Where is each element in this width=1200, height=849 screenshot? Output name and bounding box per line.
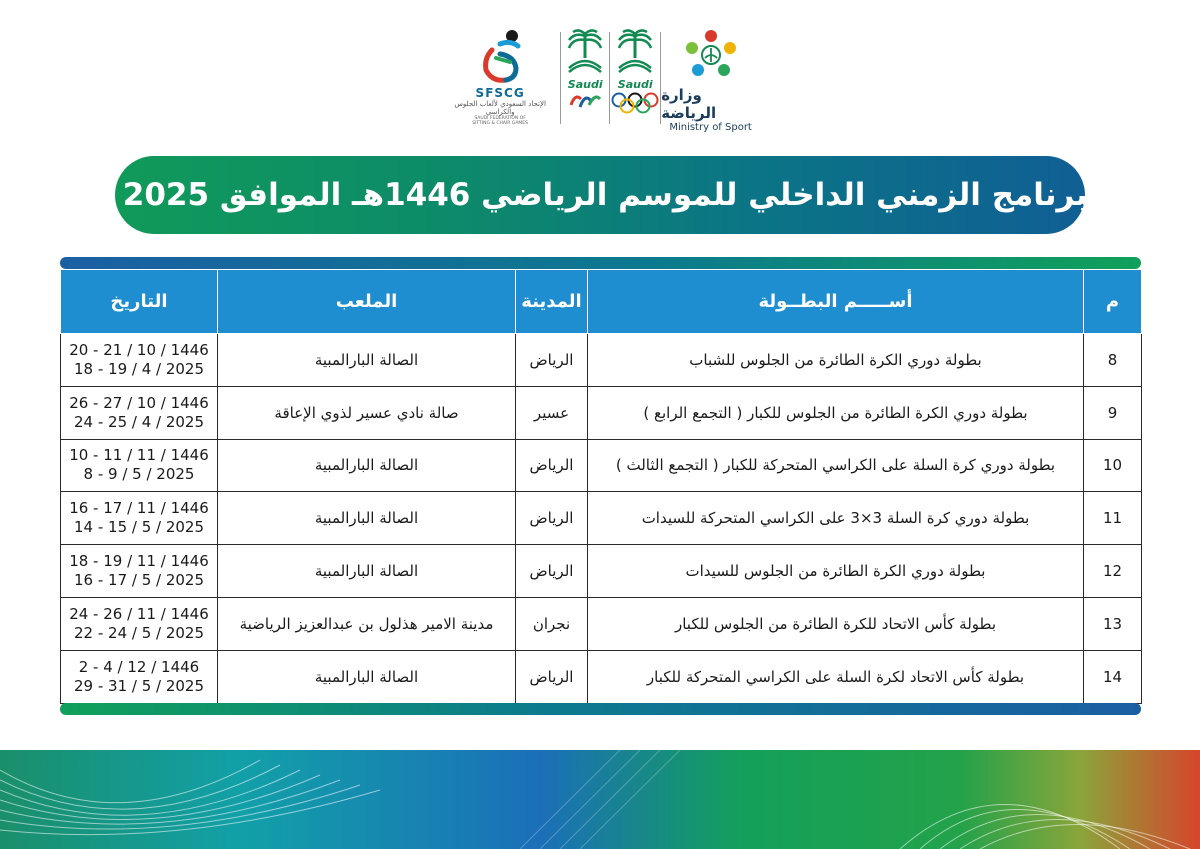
date-gregorian: 16 - 17 / 5 / 2025 (73, 571, 205, 590)
palm-swords-icon (561, 28, 609, 76)
row-tournament: بطولة دوري كرة السلة على الكراسي المتحركة للكبار ( التجمع الثالث ) (588, 439, 1084, 492)
date-hijri: 26 - 27 / 10 / 1446 (69, 393, 209, 412)
ministry-arabic-name: وزارة الرياضة (661, 86, 717, 122)
row-city: الرياض (516, 545, 588, 598)
table-header-row (61, 270, 1142, 334)
wheelchair-athlete-icon (470, 28, 530, 84)
decorative-footer-art (0, 750, 1200, 849)
table-bottom-bar (60, 703, 1141, 715)
row-num: 9 (1084, 386, 1142, 439)
row-tournament: بطولة كأس الاتحاد للكرة الطائرة من الجلوس للكبار (588, 597, 1084, 650)
table-top-bar (60, 257, 1141, 269)
row-date (61, 386, 218, 439)
row-venue: الصالة البارالمبية (218, 650, 516, 703)
title-banner (89, 156, 1111, 234)
ministry-english-name: Ministry of Sport (669, 122, 752, 133)
row-date (61, 334, 218, 387)
header-venue: الملعب (218, 270, 516, 334)
row-tournament: بطولة كأس الاتحاد لكرة السلة على الكراسي المتحركة للكبار (588, 650, 1084, 703)
ministry-flower-icon (680, 28, 742, 84)
saudi-wordmark: Saudi (567, 78, 603, 91)
agitos-icon (567, 91, 603, 111)
row-city: الرياض (516, 439, 588, 492)
date-gregorian: 24 - 25 / 4 / 2025 (73, 412, 205, 431)
ministry-of-sport-logo (661, 28, 760, 133)
date-hijri: 2 - 4 / 12 / 1446 (78, 657, 200, 676)
date-gregorian: 8 - 9 / 5 / 2025 (83, 465, 195, 484)
row-date (61, 597, 218, 650)
table-row (61, 334, 1142, 387)
sfscg-arabic-name: الإتحاد السعودي لألعاب الجلوس والكراسي (454, 100, 546, 116)
date-gregorian: 14 - 15 / 5 / 2025 (73, 518, 205, 537)
row-city: الرياض (516, 492, 588, 545)
row-num: 8 (1084, 334, 1142, 387)
logos-row (440, 28, 760, 133)
row-num: 11 (1084, 492, 1142, 545)
table-row (61, 545, 1142, 598)
row-venue: الصالة البارالمبية (218, 492, 516, 545)
header-tournament: أســـــم البطــولة (588, 270, 1084, 334)
date-hijri: 24 - 26 / 11 / 1446 (69, 604, 209, 623)
saudi-olympic-logo (610, 28, 660, 115)
date-gregorian: 29 - 31 / 5 / 2025 (73, 676, 205, 695)
row-date (61, 545, 218, 598)
header-date: التاريخ (61, 270, 218, 334)
row-date (61, 439, 218, 492)
saudi-wordmark: Saudi (617, 78, 653, 91)
sfscg-logo (440, 28, 560, 126)
row-venue: الصالة البارالمبية (218, 545, 516, 598)
row-tournament: بطولة دوري الكرة الطائرة من الجلوس للسيدات (588, 545, 1084, 598)
row-tournament: بطولة دوري الكرة الطائرة من الجلوس للشباب (588, 334, 1084, 387)
sfscg-english-name: SAUDI FEDERATION OF SITTING & CHAIR GAMES (472, 116, 528, 126)
date-hijri: 10 - 11 / 11 / 1446 (69, 446, 209, 465)
row-num: 13 (1084, 597, 1142, 650)
table-row (61, 386, 1142, 439)
row-num: 10 (1084, 439, 1142, 492)
schedule-table (60, 269, 1142, 704)
row-venue: الصالة البارالمبية (218, 334, 516, 387)
row-num: 12 (1084, 545, 1142, 598)
row-venue: صالة نادي عسير لذوي الإعاقة (218, 386, 516, 439)
date-hijri: 18 - 19 / 11 / 1446 (69, 552, 209, 571)
row-city: الرياض (516, 650, 588, 703)
row-num: 14 (1084, 650, 1142, 703)
table-row (61, 492, 1142, 545)
header-city: المدينة (516, 270, 588, 334)
row-date (61, 650, 218, 703)
date-hijri: 20 - 21 / 10 / 1446 (69, 340, 209, 359)
date-gregorian: 18 - 19 / 4 / 2025 (73, 359, 205, 378)
row-city: نجران (516, 597, 588, 650)
row-city: الرياض (516, 334, 588, 387)
table-row (61, 439, 1142, 492)
row-venue: الصالة البارالمبية (218, 439, 516, 492)
olympic-rings-icon (610, 91, 660, 115)
row-date (61, 492, 218, 545)
row-city: عسير (516, 386, 588, 439)
date-hijri: 16 - 17 / 11 / 1446 (69, 499, 209, 518)
table-row (61, 597, 1142, 650)
palm-swords-icon (611, 28, 659, 76)
row-tournament: بطولة دوري الكرة الطائرة من الجلوس للكبار ( التجمع الرابع ) (588, 386, 1084, 439)
header-num: م (1084, 270, 1142, 334)
row-venue: مدينة الامير هذلول بن عبدالعزيز الرياضية (218, 597, 516, 650)
table-row (61, 650, 1142, 703)
sfscg-title: SFSCG (475, 86, 525, 100)
page-title: البرنامج الزمني الداخلي للموسم الرياضي 1446هـ الموافق 2025 م (89, 177, 1111, 213)
row-tournament: بطولة دوري كرة السلة 3×3 على الكراسي المتحركة للسيدات (588, 492, 1084, 545)
date-gregorian: 22 - 24 / 5 / 2025 (73, 623, 205, 642)
saudi-paralympic-logo (561, 28, 609, 111)
